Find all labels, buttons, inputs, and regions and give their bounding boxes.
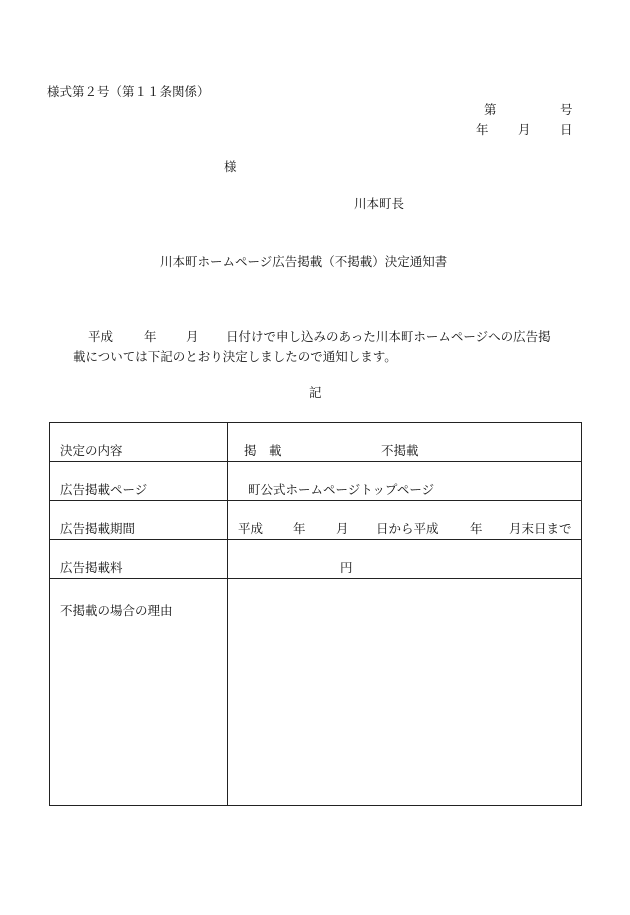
value-cell (228, 462, 582, 501)
body-line1: 日付けで申し込みのあった川本町ホームページへの広告掲 (226, 329, 551, 344)
ad-page-value: 町公式ホームページトップページ (248, 481, 435, 497)
date-year-label: 年 (476, 122, 489, 137)
ki-heading: 記 (309, 385, 322, 400)
label-cell (50, 462, 228, 501)
issuer-name: 川本町長 (354, 196, 405, 211)
fee-unit: 円 (340, 559, 353, 575)
label-cell (50, 540, 228, 579)
body-month: 月 (186, 329, 199, 344)
body-year: 年 (144, 329, 157, 344)
row-label: 広告掲載期間 (60, 520, 136, 536)
table-row (50, 540, 582, 579)
row-label: 不掲載の場合の理由 (60, 603, 173, 618)
period-end-month: 月末日まで (509, 520, 572, 536)
label-cell (50, 579, 228, 806)
period-day-until: 日から平成 (376, 520, 439, 536)
decision-table (49, 422, 582, 806)
option-no-publish: 不掲載 (381, 442, 419, 458)
table-row (50, 462, 582, 501)
table-row (50, 423, 582, 462)
doc-number-suffix: 号 (560, 102, 573, 117)
period-era: 平成 (238, 520, 264, 536)
doc-number-prefix: 第 (484, 102, 497, 117)
period-month: 月 (336, 520, 349, 536)
addressee-honorific: 様 (224, 159, 237, 174)
reason-cell (228, 579, 582, 806)
period-end-year: 年 (470, 520, 483, 536)
table-row (50, 579, 582, 806)
row-label: 広告掲載料 (60, 559, 123, 575)
body-line2: 載については下記のとおり決定しましたので通知します。 (73, 349, 397, 364)
value-cell (228, 501, 582, 540)
form-number: 様式第２号（第１１条関係） (47, 84, 210, 99)
document-title: 川本町ホームページ広告掲載（不掲載）決定通知書 (160, 254, 448, 269)
row-label: 広告掲載ページ (60, 481, 148, 497)
body-era: 平成 (88, 329, 114, 344)
date-day-label: 日 (560, 122, 573, 137)
value-cell (228, 540, 582, 579)
row-label: 決定の内容 (60, 442, 123, 458)
label-cell (50, 423, 228, 462)
value-cell (228, 423, 582, 462)
label-cell (50, 501, 228, 540)
period-year: 年 (293, 520, 306, 536)
option-publish: 掲 載 (244, 442, 282, 458)
table-row (50, 501, 582, 540)
date-month-label: 月 (518, 122, 531, 137)
